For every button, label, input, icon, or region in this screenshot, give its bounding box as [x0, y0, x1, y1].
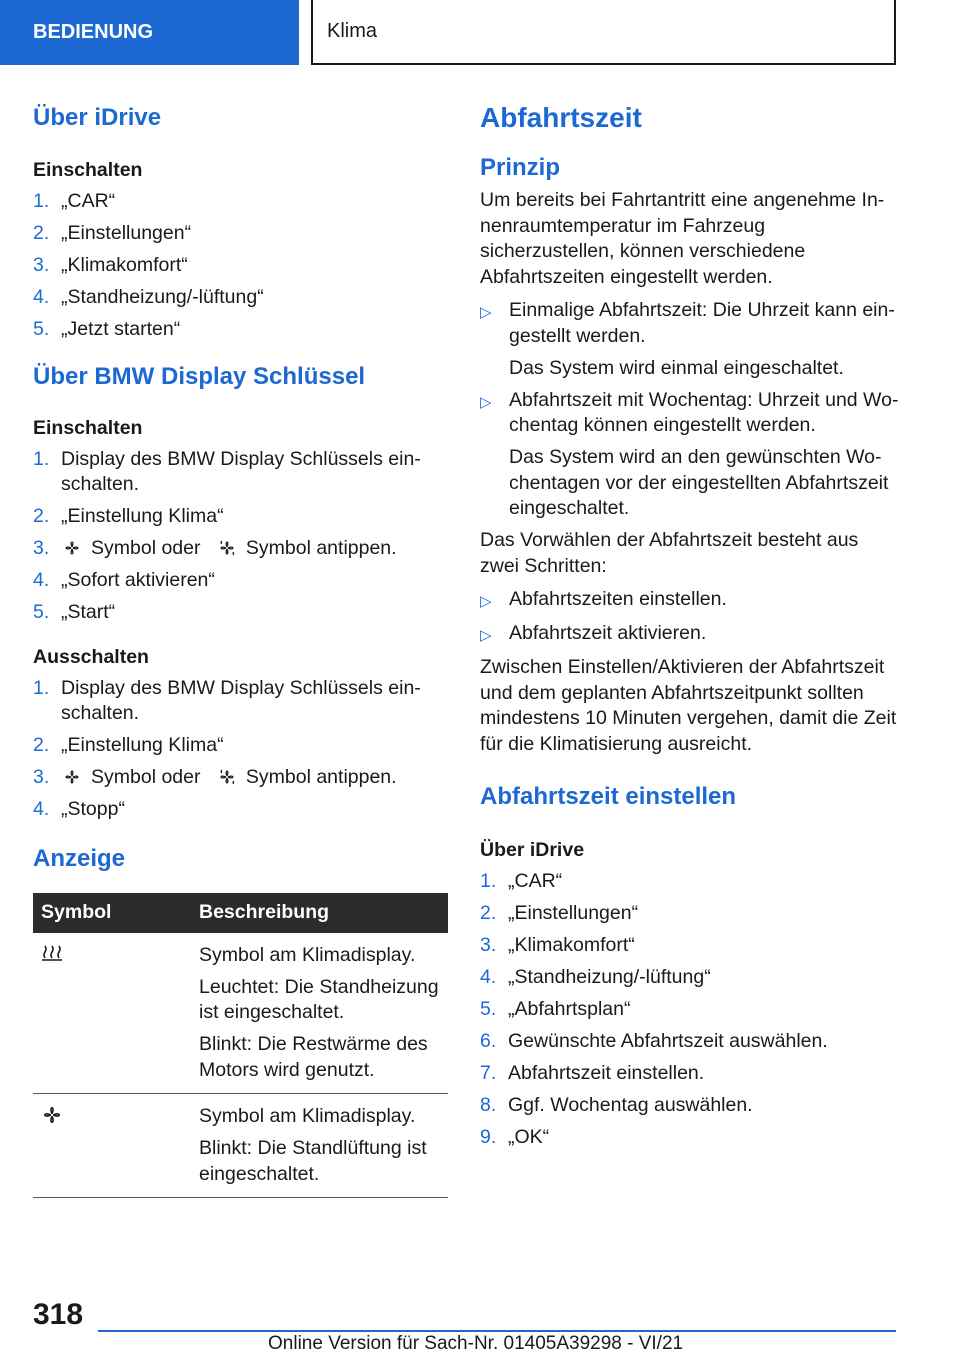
list-item: 2. „Einstellungen“: [33, 222, 192, 244]
triangle-bullet-icon: ▷: [480, 627, 492, 644]
sub-ueber-idrive: Über iDrive: [480, 839, 585, 861]
chapter-title: Klima: [327, 20, 378, 42]
list-item: 2. „Einstellungen“: [480, 902, 639, 924]
list-item: 5. „Abfahrtsplan“: [480, 998, 631, 1020]
right-column: [480, 100, 900, 1157]
list-item: ▷ Abfahrtszeiten einstellen.: [480, 587, 900, 615]
list-item: 2. „Einstellung Klima“: [33, 505, 224, 527]
list-item: ▷ Abfahrtszeit aktivieren.: [480, 621, 900, 649]
heading-prinzip: Prinzip: [480, 154, 561, 181]
sub-einschalten: Einschalten: [33, 159, 143, 181]
list-item: 3. „Klimakomfort“: [33, 254, 188, 276]
list-item: 4. „Stopp“: [33, 798, 125, 820]
list-item: 4. „Sofort aktivieren“: [33, 569, 215, 591]
page-number: 318: [33, 1298, 84, 1331]
heading-anzeige: Anzeige: [33, 844, 126, 872]
section-tab: [0, 0, 299, 65]
symbol-cell: [33, 1094, 191, 1198]
footer-text: Online Version für Sach-Nr. 01405A39298 - VI/21: [268, 1333, 684, 1354]
table-header-row: [33, 893, 448, 933]
heading-idrive: Über iDrive: [33, 104, 162, 131]
list-item: 3. Symbol oder Symbol antippen.: [33, 766, 397, 788]
list-item: ▷ Einmalige Abfahrtszeit: Die Uhrzeit kann ein-gestellt werden. Das System wird einmal eingeschaltet.: [480, 298, 900, 381]
principle-steps: [480, 587, 900, 649]
fan-icon: [63, 539, 81, 557]
section-label: BEDIENUNG: [33, 21, 154, 43]
description-cell: Symbol am Klimadisplay. Blinkt: Die Standlüftung ist eingeschaltet.: [191, 1094, 448, 1198]
principle-bullets: [480, 298, 900, 522]
list-item: 6. Gewünschte Abfahrtszeit auswählen.: [480, 1030, 828, 1052]
triangle-bullet-icon: ▷: [480, 393, 492, 411]
list-item: 3. „Klimakomfort“: [480, 934, 635, 956]
heading-display-key: Über BMW Display Schlüssel: [33, 362, 366, 390]
triangle-bullet-icon: ▷: [480, 304, 492, 321]
principle-intro: Um bereits bei Fahrtantritt eine angenehme In-nenraumtemperatur im Fahrzeug sicherzustellen, können verschiedene Abfahrtszeiten eingestellt werden.: [480, 189, 885, 288]
list-item: 3. Symbol oder Symbol antippen.: [33, 537, 397, 559]
col-symbol: Symbol: [33, 893, 191, 933]
list-item: 5. „Start“: [33, 601, 116, 623]
sub-key-einschalten: Einschalten: [33, 416, 143, 439]
symbol-cell: [33, 933, 191, 1094]
footer-divider: [98, 1330, 896, 1332]
list-item: 4. „Standheizung/-lüftung“: [33, 286, 264, 308]
fan-heat-icon: [218, 539, 236, 557]
principle-outro: Zwischen Einstellen/Aktivieren der Abfahrtszeit und dem geplanten Abfahrtszeitpunkt sollten mindestens 10 Minuten vergehen, damit die Zeit für die Klimatisierung ausreicht.: [480, 656, 897, 755]
set-steps: [480, 869, 900, 1151]
symbol-table: [33, 893, 448, 1199]
table-row: [33, 1094, 448, 1198]
col-description: Beschreibung: [191, 893, 448, 933]
chapter-title-box: [311, 0, 896, 65]
list-item: 1. Display des BMW Display Schlüssels ein-schalten.: [33, 676, 421, 724]
heading-abfahrtszeit-einstellen: Abfahrtszeit einstellen: [480, 783, 737, 810]
description-cell: Symbol am Klimadisplay. Leuchtet: Die Standheizung ist eingeschaltet. Blinkt: Die Restwärme des Motors wird genutzt.: [191, 933, 448, 1094]
table-row: [33, 933, 448, 1094]
list-item: 7. Abfahrtszeit einstellen.: [480, 1062, 705, 1084]
list-item: 2. „Einstellung Klima“: [33, 734, 224, 756]
list-item: 4. „Standheizung/-lüftung“: [480, 966, 711, 988]
list-item: 1. „CAR“: [33, 190, 116, 212]
list-item: ▷ Abfahrtszeit mit Wochentag: Uhrzeit und Wo-chentag können eingestellt werden. Das System wird an den gewünschten Wo-chentagen vor der eingestellten Abfahrtszeit eingeschaltet.: [480, 388, 900, 522]
list-item: 8. Ggf. Wochentag auswählen.: [480, 1094, 753, 1116]
list-item: 9. „OK“: [480, 1126, 550, 1148]
fan-icon: [41, 1104, 63, 1126]
fan-heat-icon: [218, 768, 236, 786]
heading-abfahrtszeit: Abfahrtszeit: [480, 102, 642, 133]
key-off-steps: [33, 676, 448, 823]
left-column: [33, 100, 448, 1198]
fan-icon: [63, 768, 81, 786]
list-item: 5. „Jetzt starten“: [33, 318, 181, 340]
heater-icon: [41, 943, 63, 963]
principle-mid: Das Vorwählen der Abfahrtszeit besteht aus zwei Schritten:: [480, 529, 859, 577]
list-item: 1. „CAR“: [480, 870, 563, 892]
triangle-bullet-icon: ▷: [480, 593, 492, 610]
key-on-steps: [33, 447, 448, 626]
list-item: 1. Display des BMW Display Schlüssels ein-schalten.: [33, 447, 421, 495]
sub-ausschalten: Ausschalten: [33, 645, 149, 668]
idrive-steps: [33, 189, 448, 343]
